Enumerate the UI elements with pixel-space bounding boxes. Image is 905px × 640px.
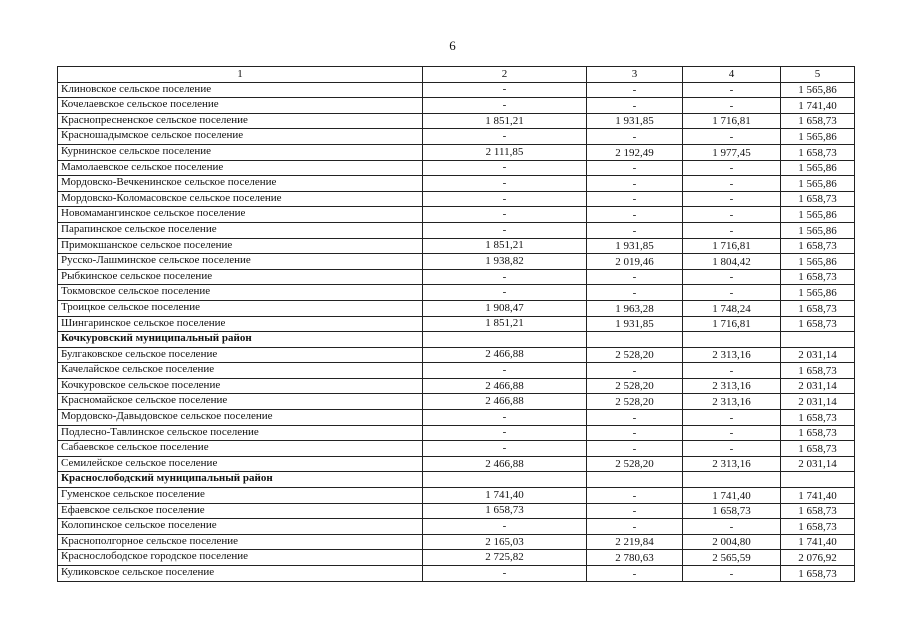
value-col3-cell: 1 963,28 xyxy=(587,300,683,316)
value-col2-cell: - xyxy=(423,82,587,98)
table-row xyxy=(58,503,855,519)
table-row xyxy=(58,113,855,129)
value-col4-cell: 2 313,16 xyxy=(683,394,781,410)
value-col2-cell: 1 908,47 xyxy=(423,300,587,316)
value-col4-cell: 1 804,42 xyxy=(683,254,781,270)
value-col3-cell: - xyxy=(587,207,683,223)
settlement-name-cell: Кочелаевское сельское поселение xyxy=(58,98,423,114)
settlement-name-cell: Красномайское сельское поселение xyxy=(58,394,423,410)
header-cell-4: 4 xyxy=(683,67,781,83)
value-col2-cell: 1 658,73 xyxy=(423,503,587,519)
value-col2-cell xyxy=(423,332,587,348)
value-col5-cell: 2 076,92 xyxy=(781,550,855,566)
value-col2-cell: - xyxy=(423,363,587,379)
value-col3-cell: - xyxy=(587,82,683,98)
value-col3-cell xyxy=(587,472,683,488)
settlement-name-cell: Парапинское сельское поселение xyxy=(58,222,423,238)
table-header-row xyxy=(58,67,855,83)
table-row xyxy=(58,129,855,145)
value-col4-cell: - xyxy=(683,441,781,457)
table-row xyxy=(58,347,855,363)
settlement-name-cell: Краснополгорное сельское поселение xyxy=(58,534,423,550)
table-row xyxy=(58,160,855,176)
table-row xyxy=(58,441,855,457)
value-col2-cell: - xyxy=(423,176,587,192)
value-col4-cell: 1 716,81 xyxy=(683,316,781,332)
value-col5-cell: 1 658,73 xyxy=(781,316,855,332)
tariff-table xyxy=(57,66,855,582)
settlement-name-cell: Качелайское сельское поселение xyxy=(58,363,423,379)
value-col2-cell: - xyxy=(423,129,587,145)
table-row xyxy=(58,191,855,207)
header-cell-5: 5 xyxy=(781,67,855,83)
value-col3-cell: - xyxy=(587,503,683,519)
table-row xyxy=(58,254,855,270)
value-col4-cell: - xyxy=(683,269,781,285)
value-col4-cell: 1 741,40 xyxy=(683,488,781,504)
value-col2-cell: 1 851,21 xyxy=(423,113,587,129)
value-col3-cell: - xyxy=(587,222,683,238)
value-col4-cell: 2 313,16 xyxy=(683,456,781,472)
value-col2-cell: 2 111,85 xyxy=(423,144,587,160)
value-col3-cell: - xyxy=(587,269,683,285)
table-row xyxy=(58,410,855,426)
value-col5-cell: 1 658,73 xyxy=(781,566,855,582)
value-col3-cell: 2 219,84 xyxy=(587,534,683,550)
settlement-name-cell: Подлесно-Тавлинское сельское поселение xyxy=(58,425,423,441)
value-col4-cell xyxy=(683,472,781,488)
settlement-name-cell: Троицкое сельское поселение xyxy=(58,300,423,316)
settlement-name-cell: Красношадымское сельское поселение xyxy=(58,129,423,145)
value-col5-cell: 1 658,73 xyxy=(781,238,855,254)
table-row xyxy=(58,488,855,504)
settlement-name-cell: Курнинское сельское поселение xyxy=(58,144,423,160)
settlement-name-cell: Краснопресненское сельское поселение xyxy=(58,113,423,129)
value-col3-cell: - xyxy=(587,363,683,379)
table-row xyxy=(58,285,855,301)
value-col5-cell: 1 658,73 xyxy=(781,425,855,441)
value-col4-cell: - xyxy=(683,285,781,301)
value-col2-cell: - xyxy=(423,285,587,301)
table-row xyxy=(58,425,855,441)
page-number: 6 xyxy=(449,38,456,53)
value-col2-cell: 2 165,03 xyxy=(423,534,587,550)
value-col5-cell: 1 658,73 xyxy=(781,519,855,535)
table-row xyxy=(58,534,855,550)
value-col2-cell xyxy=(423,472,587,488)
value-col5-cell: 2 031,14 xyxy=(781,456,855,472)
value-col5-cell: 1 658,73 xyxy=(781,191,855,207)
value-col3-cell: - xyxy=(587,519,683,535)
value-col3-cell: - xyxy=(587,191,683,207)
table-row xyxy=(58,378,855,394)
settlement-name-cell: Новомамангинское сельское поселение xyxy=(58,207,423,223)
settlement-name-cell: Ефаевское сельское поселение xyxy=(58,503,423,519)
value-col3-cell: 2 528,20 xyxy=(587,456,683,472)
settlement-name-cell: Булгаковское сельское поселение xyxy=(58,347,423,363)
value-col5-cell: 2 031,14 xyxy=(781,347,855,363)
value-col4-cell: 2 565,59 xyxy=(683,550,781,566)
district-row xyxy=(58,472,855,488)
table-row xyxy=(58,238,855,254)
value-col3-cell: 2 192,49 xyxy=(587,144,683,160)
value-col3-cell: 1 931,85 xyxy=(587,113,683,129)
table-row xyxy=(58,519,855,535)
value-col5-cell: 1 741,40 xyxy=(781,98,855,114)
value-col5-cell: 1 565,86 xyxy=(781,129,855,145)
value-col5-cell: 1 565,86 xyxy=(781,176,855,192)
value-col3-cell: 2 780,63 xyxy=(587,550,683,566)
value-col5-cell: 1 565,86 xyxy=(781,207,855,223)
value-col2-cell: - xyxy=(423,566,587,582)
table-row xyxy=(58,222,855,238)
table-row xyxy=(58,566,855,582)
header-cell-3: 3 xyxy=(587,67,683,83)
value-col3-cell: 1 931,85 xyxy=(587,316,683,332)
value-col4-cell: - xyxy=(683,176,781,192)
value-col4-cell: 2 313,16 xyxy=(683,378,781,394)
value-col5-cell xyxy=(781,332,855,348)
value-col2-cell: 1 741,40 xyxy=(423,488,587,504)
settlement-name-cell: Сабаевское сельское поселение xyxy=(58,441,423,457)
value-col2-cell: - xyxy=(423,160,587,176)
value-col2-cell: - xyxy=(423,207,587,223)
value-col5-cell: 2 031,14 xyxy=(781,378,855,394)
value-col2-cell: 2 466,88 xyxy=(423,456,587,472)
value-col2-cell: 1 851,21 xyxy=(423,238,587,254)
value-col3-cell: - xyxy=(587,285,683,301)
value-col4-cell: - xyxy=(683,160,781,176)
value-col2-cell: - xyxy=(423,425,587,441)
value-col3-cell: - xyxy=(587,566,683,582)
settlement-name-cell: Шингаринское сельское поселение xyxy=(58,316,423,332)
value-col3-cell: - xyxy=(587,98,683,114)
settlement-name-cell: Токмовское сельское поселение xyxy=(58,285,423,301)
value-col4-cell: 2 313,16 xyxy=(683,347,781,363)
table-row xyxy=(58,394,855,410)
value-col4-cell: - xyxy=(683,191,781,207)
settlement-name-cell: Краснослободское городское поселение xyxy=(58,550,423,566)
value-col3-cell: 1 931,85 xyxy=(587,238,683,254)
district-name-cell: Краснослободский муниципальный район xyxy=(58,472,423,488)
table-row xyxy=(58,300,855,316)
value-col4-cell: 1 716,81 xyxy=(683,238,781,254)
table-row xyxy=(58,316,855,332)
value-col4-cell: - xyxy=(683,98,781,114)
settlement-name-cell: Русско-Лашминское сельское поселение xyxy=(58,254,423,270)
value-col4-cell: - xyxy=(683,207,781,223)
value-col4-cell: - xyxy=(683,82,781,98)
settlement-name-cell: Колопинское сельское поселение xyxy=(58,519,423,535)
value-col2-cell: 2 466,88 xyxy=(423,378,587,394)
value-col4-cell: - xyxy=(683,566,781,582)
value-col4-cell: - xyxy=(683,519,781,535)
value-col4-cell: 1 977,45 xyxy=(683,144,781,160)
value-col4-cell xyxy=(683,332,781,348)
settlement-name-cell: Мордовско-Коломасовское сельское поселение xyxy=(58,191,423,207)
value-col5-cell: 1 565,86 xyxy=(781,160,855,176)
value-col2-cell: 1 851,21 xyxy=(423,316,587,332)
value-col2-cell: - xyxy=(423,191,587,207)
value-col4-cell: 1 716,81 xyxy=(683,113,781,129)
table-row xyxy=(58,550,855,566)
value-col5-cell: 1 658,73 xyxy=(781,363,855,379)
value-col3-cell: - xyxy=(587,160,683,176)
value-col5-cell: 1 658,73 xyxy=(781,300,855,316)
value-col4-cell: - xyxy=(683,425,781,441)
value-col2-cell: - xyxy=(423,98,587,114)
table-body xyxy=(58,67,855,582)
value-col3-cell xyxy=(587,332,683,348)
value-col3-cell: - xyxy=(587,488,683,504)
value-col3-cell: - xyxy=(587,410,683,426)
value-col4-cell: - xyxy=(683,222,781,238)
table-row xyxy=(58,207,855,223)
settlement-name-cell: Рыбкинское сельское поселение xyxy=(58,269,423,285)
value-col5-cell: 1 658,73 xyxy=(781,441,855,457)
value-col2-cell: 1 938,82 xyxy=(423,254,587,270)
value-col5-cell: 1 565,86 xyxy=(781,254,855,270)
table-row xyxy=(58,82,855,98)
table-row xyxy=(58,144,855,160)
table-row xyxy=(58,363,855,379)
value-col3-cell: - xyxy=(587,129,683,145)
value-col2-cell: - xyxy=(423,441,587,457)
settlement-name-cell: Мордовско-Вечкенинское сельское поселение xyxy=(58,176,423,192)
value-col4-cell: - xyxy=(683,363,781,379)
value-col2-cell: - xyxy=(423,222,587,238)
value-col5-cell: 1 565,86 xyxy=(781,222,855,238)
district-name-cell: Кочкуровский муниципальный район xyxy=(58,332,423,348)
settlement-name-cell: Клиновское сельское поселение xyxy=(58,82,423,98)
settlement-name-cell: Куликовское сельское поселение xyxy=(58,566,423,582)
value-col5-cell: 1 658,73 xyxy=(781,269,855,285)
header-cell-1: 1 xyxy=(58,67,423,83)
value-col2-cell: - xyxy=(423,519,587,535)
value-col5-cell: 1 658,73 xyxy=(781,113,855,129)
value-col5-cell: 1 741,40 xyxy=(781,534,855,550)
value-col3-cell: 2 528,20 xyxy=(587,378,683,394)
settlement-name-cell: Мордовско-Давыдовское сельское поселение xyxy=(58,410,423,426)
value-col3-cell: - xyxy=(587,441,683,457)
district-row xyxy=(58,332,855,348)
value-col5-cell: 1 565,86 xyxy=(781,285,855,301)
value-col5-cell: 1 565,86 xyxy=(781,82,855,98)
value-col5-cell: 1 658,73 xyxy=(781,144,855,160)
table-row xyxy=(58,176,855,192)
header-cell-2: 2 xyxy=(423,67,587,83)
value-col4-cell: 1 658,73 xyxy=(683,503,781,519)
value-col4-cell: 2 004,80 xyxy=(683,534,781,550)
value-col3-cell: 2 528,20 xyxy=(587,394,683,410)
settlement-name-cell: Семилейское сельское поселение xyxy=(58,456,423,472)
settlement-name-cell: Гуменское сельское поселение xyxy=(58,488,423,504)
value-col5-cell: 1 658,73 xyxy=(781,410,855,426)
value-col5-cell: 1 741,40 xyxy=(781,488,855,504)
value-col3-cell: - xyxy=(587,176,683,192)
value-col4-cell: - xyxy=(683,129,781,145)
table-row xyxy=(58,456,855,472)
settlement-name-cell: Примокшанское сельское поселение xyxy=(58,238,423,254)
value-col3-cell: 2 019,46 xyxy=(587,254,683,270)
value-col2-cell: 2 466,88 xyxy=(423,394,587,410)
table-row xyxy=(58,269,855,285)
value-col5-cell: 2 031,14 xyxy=(781,394,855,410)
settlement-name-cell: Мамолаевское сельское поселение xyxy=(58,160,423,176)
value-col2-cell: - xyxy=(423,269,587,285)
value-col2-cell: - xyxy=(423,410,587,426)
value-col2-cell: 2 466,88 xyxy=(423,347,587,363)
value-col3-cell: 2 528,20 xyxy=(587,347,683,363)
value-col3-cell: - xyxy=(587,425,683,441)
value-col4-cell: - xyxy=(683,410,781,426)
value-col4-cell: 1 748,24 xyxy=(683,300,781,316)
value-col5-cell xyxy=(781,472,855,488)
value-col5-cell: 1 658,73 xyxy=(781,503,855,519)
table-row xyxy=(58,98,855,114)
settlement-name-cell: Кочкуровское сельское поселение xyxy=(58,378,423,394)
value-col2-cell: 2 725,82 xyxy=(423,550,587,566)
